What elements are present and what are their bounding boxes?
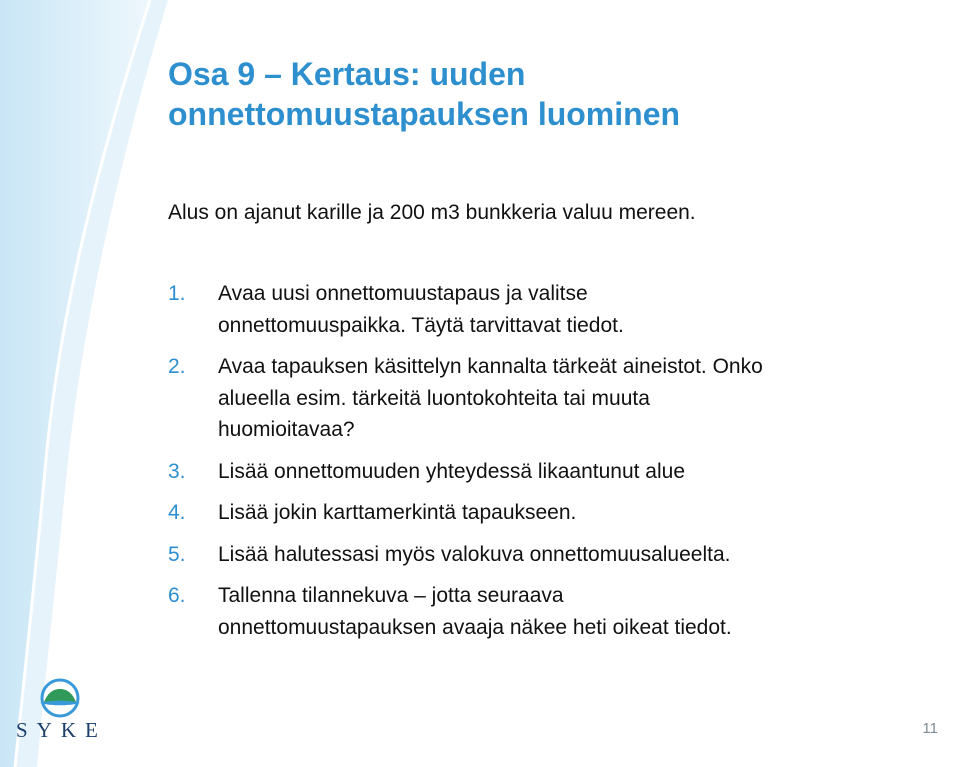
- list-item: [168, 539, 948, 571]
- step-number: 4.: [168, 501, 186, 524]
- step-text: alueella esim. tärkeitä luontokohteita tai muuta: [218, 386, 650, 410]
- list-item: [168, 351, 948, 446]
- step-text: Lisää jokin karttamerkintä tapaukseen.: [218, 501, 577, 524]
- list-item: [168, 580, 948, 643]
- step-number: 5.: [168, 542, 186, 566]
- step-text: Tallenna tilannekuva – jotta seuraava: [218, 584, 564, 607]
- step-text: onnettomuustapauksen avaaja näkee heti oikeat tiedot.: [218, 615, 732, 639]
- step-number: 3.: [168, 459, 186, 483]
- title-line-2: onnettomuustapauksen luominen: [168, 96, 681, 132]
- list-item: [168, 456, 948, 488]
- step-number: 2.: [168, 355, 186, 378]
- step-text: Avaa uusi onnettomuustapaus ja valitse: [218, 282, 588, 305]
- step-number: 1.: [168, 282, 186, 305]
- step-text: Lisää onnettomuuden yhteydessä likaantunut alue: [218, 459, 686, 483]
- page-number: 11: [922, 720, 938, 737]
- step-text: Lisää halutessasi myös valokuva onnettomuusalueelta.: [218, 542, 731, 566]
- title-line-1: Osa 9 – Kertaus: uuden: [168, 56, 526, 92]
- step-text: huomioitavaa?: [218, 418, 355, 441]
- intro-text: Alus on ajanut karille ja 200 m3 bunkkeria valuu mereen.: [168, 201, 696, 224]
- step-text: Avaa tapauksen käsittelyn kannalta tärkeät aineistot. Onko: [218, 355, 763, 378]
- step-number: 6.: [168, 584, 186, 607]
- list-item: [168, 497, 948, 529]
- steps-list: [168, 278, 948, 653]
- step-text: onnettomuuspaikka. Täytä tarvittavat tiedot.: [218, 313, 624, 337]
- slide-title: [168, 54, 928, 134]
- list-item: [168, 278, 948, 341]
- logo-text: SYKE: [16, 718, 107, 742]
